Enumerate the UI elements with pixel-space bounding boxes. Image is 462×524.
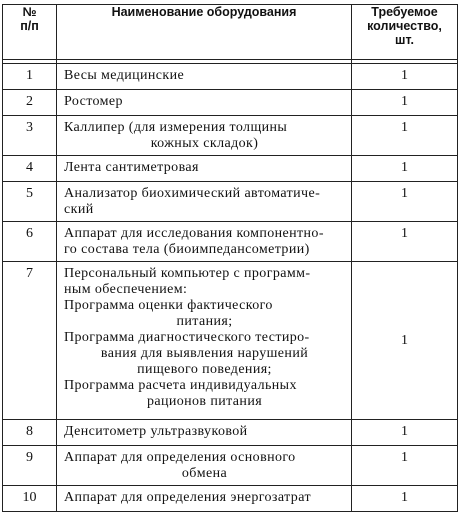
header-equipment-name: Наименование оборудования bbox=[57, 5, 352, 60]
name-line: обмена bbox=[181, 466, 228, 481]
quantity: 1 bbox=[352, 90, 458, 116]
row-number: 2 bbox=[3, 90, 57, 116]
name-line: ский bbox=[64, 202, 94, 217]
row-number: 10 bbox=[3, 486, 57, 512]
table-row bbox=[3, 262, 458, 420]
name-line: Каллипер (для измерения толщины bbox=[64, 120, 288, 135]
name-line: Программа оценки фактического bbox=[64, 298, 273, 313]
name-line: Программа диагностического тестиро- bbox=[64, 330, 310, 345]
quantity: 1 bbox=[352, 420, 458, 446]
table-row bbox=[3, 182, 458, 222]
equipment-name bbox=[57, 486, 352, 512]
equipment-name bbox=[57, 64, 352, 90]
name-line: Весы медицинские bbox=[64, 68, 185, 83]
row-number: 7 bbox=[3, 262, 57, 420]
table-row bbox=[3, 486, 458, 512]
name-line: Персональный компьютер с программ- bbox=[64, 266, 311, 281]
equipment-name bbox=[57, 420, 352, 446]
table-row bbox=[3, 156, 458, 182]
quantity: 1 bbox=[352, 182, 458, 222]
row-number: 1 bbox=[3, 64, 57, 90]
name-line: Аппарат для определения основного bbox=[64, 450, 296, 465]
row-number: 4 bbox=[3, 156, 57, 182]
name-line: рационов питания bbox=[146, 394, 263, 409]
header-quantity: Требуемое количество, шт. bbox=[352, 5, 458, 60]
name-line: пищевого поведения; bbox=[137, 362, 272, 377]
name-line: Аппарат для определения энергозатрат bbox=[64, 490, 311, 505]
name-line: Аппарат для исследования компонентно- bbox=[64, 226, 324, 241]
equipment-name bbox=[57, 262, 352, 420]
equipment-name bbox=[57, 90, 352, 116]
name-line: вания для выявления нарушений bbox=[100, 346, 309, 361]
quantity: 1 bbox=[352, 156, 458, 182]
equipment-table bbox=[2, 4, 458, 512]
name-line: кожных складок) bbox=[150, 136, 259, 151]
equipment-name bbox=[57, 182, 352, 222]
header-number: № п/п bbox=[3, 5, 57, 60]
name-line: питания; bbox=[176, 314, 233, 329]
quantity: 1 bbox=[352, 222, 458, 262]
quantity: 1 bbox=[352, 64, 458, 90]
equipment-name bbox=[57, 446, 352, 486]
table-row bbox=[3, 90, 458, 116]
name-line: Программа расчета индивидуальных bbox=[64, 378, 297, 393]
header-row bbox=[3, 5, 458, 60]
name-line: Анализатор биохимический автоматиче- bbox=[64, 186, 321, 201]
equipment-name bbox=[57, 116, 352, 156]
table-row bbox=[3, 420, 458, 446]
name-line: ным обеспечением: bbox=[64, 282, 188, 297]
row-number: 5 bbox=[3, 182, 57, 222]
equipment-name bbox=[57, 156, 352, 182]
table-row bbox=[3, 64, 458, 90]
row-number: 9 bbox=[3, 446, 57, 486]
equipment-name bbox=[57, 222, 352, 262]
table-row bbox=[3, 446, 458, 486]
table-row bbox=[3, 116, 458, 156]
row-number: 8 bbox=[3, 420, 57, 446]
name-line: Ростомер bbox=[64, 94, 123, 109]
name-line: Денситометр ультразвуковой bbox=[64, 424, 248, 439]
name-line: Лента сантиметровая bbox=[64, 160, 199, 175]
table-row bbox=[3, 222, 458, 262]
quantity: 1 bbox=[352, 262, 458, 420]
equipment-table-container bbox=[2, 4, 458, 512]
quantity: 1 bbox=[352, 486, 458, 512]
name-line: го состава тела (биоимпедансометрии) bbox=[64, 242, 310, 257]
quantity: 1 bbox=[352, 116, 458, 156]
row-number: 6 bbox=[3, 222, 57, 262]
quantity: 1 bbox=[352, 446, 458, 486]
row-number: 3 bbox=[3, 116, 57, 156]
